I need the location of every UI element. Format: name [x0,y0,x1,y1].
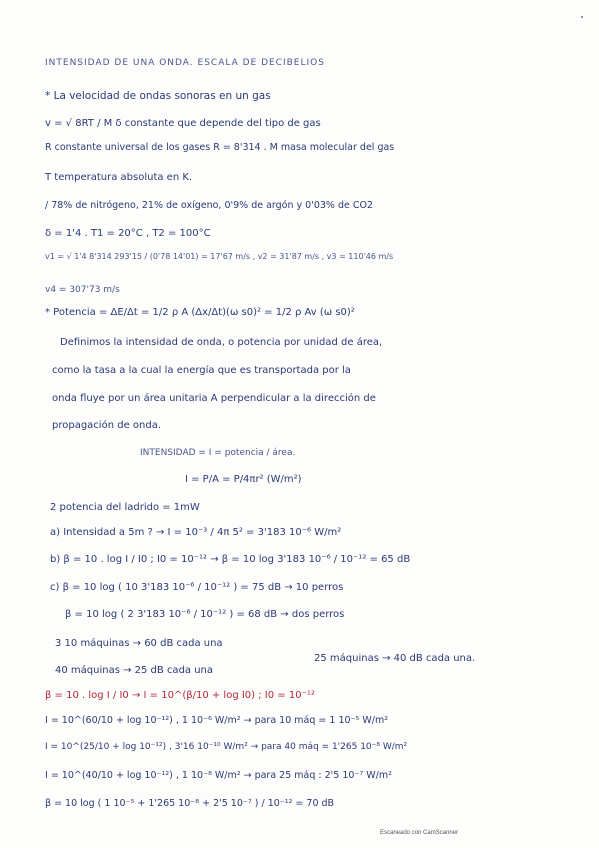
line-10: Definimos la intensidad de onda, o potencia por unidad de área, [60,337,383,348]
line-28: β = 10 log ( 1 10⁻⁵ + 1'265 10⁻⁸ + 2'5 10⁻⁷ ) / 10⁻¹² = 70 dB [45,798,335,809]
line-18: b) β = 10 . log I / I0 ; I0 = 10⁻¹² → β = 10 log 3'183 10⁻⁶ / 10⁻¹² = 65 dB [50,554,411,565]
scanner-watermark: Escaneado con CamScanner [380,830,459,836]
line-19: c) β = 10 log ( 10 3'183 10⁻⁶ / 10⁻¹² ) = 75 dB → 10 perros [50,582,344,593]
line-14: INTENSIDAD = I = potencia / área. [140,448,296,458]
line-21: 3 10 máquinas → 60 dB cada una [55,638,223,649]
line-17: a) Intensidad a 5m ? → I = 10⁻³ / 4π 5² = 3'183 10⁻⁶ W/m² [50,527,342,538]
line-22: 25 máquinas → 40 dB cada una. [314,653,476,664]
line-13: propagación de onda. [52,420,162,431]
line-24: β = 10 . log I / I0 → I = 10^(β/10 + log I0) ; I0 = 10⁻¹² [45,690,315,701]
line-16: 2 potencia del ladrido = 1mW [50,502,200,513]
line-6: δ = 1'4 . T1 = 20°C , T2 = 100°C [45,228,211,239]
line-1: * La velocidad de ondas sonoras en un gas [45,90,271,102]
line-27: I = 10^(40/10 + log 10⁻¹²) , 1 10⁻⁸ W/m² → para 25 máq : 2'5 10⁻⁷ W/m² [45,770,392,781]
page-title: INTENSIDAD DE UNA ONDA. ESCALA DE DECIBELIOS [45,58,325,68]
line-20: β = 10 log ( 2 3'183 10⁻⁶ / 10⁻¹² ) = 68 dB → dos perros [65,609,345,620]
line-4: T temperatura absoluta en K. [45,172,193,183]
line-11: como la tasa a la cual la energía que es transportada por la [52,365,351,376]
line-26: I = 10^(25/10 + log 10⁻¹²) , 3'16 10⁻¹⁰ W/m² → para 40 máq = 1'265 10⁻⁸ W/m² [45,742,408,752]
line-12: onda fluye por un área unitaria A perpendicular a la dirección de [52,393,376,404]
page-speck [581,16,583,18]
line-3: R constante universal de los gases R = 8'314 . M masa molecular del gas [45,142,395,153]
line-25: I = 10^(60/10 + log 10⁻¹²) , 1 10⁻⁶ W/m² → para 10 máq = 1 10⁻⁵ W/m² [45,715,389,726]
line-15: I = P/A = P/4πr² (W/m²) [185,474,302,485]
line-23: 40 máquinas → 25 dB cada una [55,665,214,676]
line-8: v4 = 307'73 m/s [45,285,120,295]
line-5: / 78% de nitrógeno, 21% de oxígeno, 0'9% de argón y 0'03% de CO2 [45,200,374,211]
line-9: * Potencia = ΔE/Δt = 1/2 ρ A (Δx/Δt)(ω s0)² = 1/2 ρ Av (ω s0)² [45,307,355,318]
line-2: v = √ 8RT / M δ constante que depende del tipo de gas [45,118,321,129]
line-7: v1 = √ 1'4 8'314 293'15 / (0'78 14'01) = 17'67 m/s , v2 = 31'87 m/s , v3 = 110'46 m/s [45,252,394,261]
